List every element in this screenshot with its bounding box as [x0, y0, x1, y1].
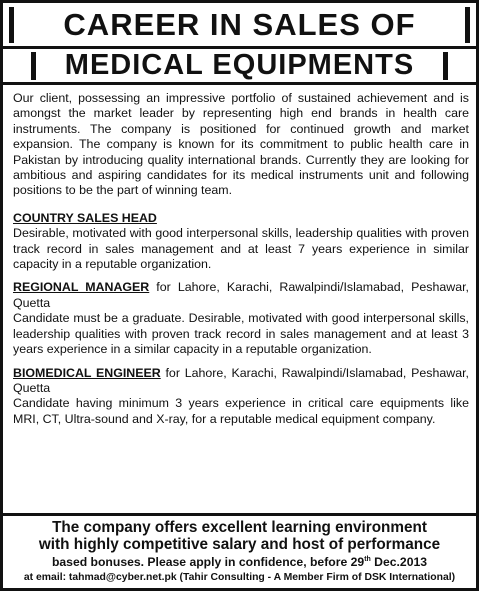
- position-description: Candidate must be a graduate. Desirable, motivated with good interpersonal skills, leadership qualities with proven track record in sales management and at least 3 years experience in a similar capacity in a reputable organization.: [13, 311, 469, 357]
- position-regional-manager: [13, 280, 469, 357]
- position-title: BIOMEDICAL ENGINEER: [13, 365, 161, 380]
- header-line-1: [3, 3, 476, 47]
- position-locations: for Lahore, Karachi, Rawalpindi/Islamabad, Peshawar, Quetta: [13, 365, 469, 395]
- page-subtitle: MEDICAL EQUIPMENTS: [64, 49, 415, 81]
- position-description: Desirable, motivated with good interpersonal skills, leadership qualities with proven track record in sales management and at least 7 years experience in similar capacity in a reputable organization.: [13, 226, 469, 272]
- footer-line-2: with highly competitive salary and host of performance: [38, 536, 441, 553]
- footer-line-3-text: based bonuses. Please apply in confidence, before 29: [51, 555, 365, 569]
- position-description: Candidate having minimum 3 years experience in critical care equipments like MRI, CT, Ultra-sound and X-ray, for a reputable medical equipment company.: [13, 396, 469, 426]
- intro-paragraph: Our client, possessing an impressive portfolio of sustained achievement and is amongst the market leader by representing high end brands in health care instruments. The company is positioned for continued growth and market expansion. The company is known for its commitment to public health care in Pakistan by introducing quality international brands. Currently they are looking for ambitious and aspiring candidates for its medical instruments unit and following positions to be the part of winning team.: [13, 91, 469, 198]
- page-title: CAREER IN SALES OF: [63, 7, 416, 42]
- footer-rule: [3, 513, 476, 516]
- footer: [3, 513, 476, 588]
- position-biomedical-engineer: [13, 366, 469, 428]
- contact-email-line: at email: tahmad@cyber.net.pk (Tahir Consulting - A Member Firm of DSK International): [23, 572, 456, 583]
- footer-line-3: [3, 555, 476, 570]
- position-title: COUNTRY SALES HEAD: [13, 210, 157, 225]
- position-locations: for Lahore, Karachi, Rawalpindi/Islamabad, Peshawar, Quetta: [13, 280, 469, 310]
- footer-line-1: The company offers excellent learning environment: [52, 519, 427, 536]
- ad-body: [13, 91, 469, 435]
- position-title: REGIONAL MANAGER: [13, 280, 150, 295]
- position-country-sales-head: [13, 211, 469, 273]
- header: [3, 3, 476, 85]
- deadline-date: Dec.2013: [370, 555, 428, 569]
- date-ordinal: th: [364, 555, 371, 563]
- header-bottom-rule: [3, 82, 476, 85]
- header-line-2: [3, 47, 476, 83]
